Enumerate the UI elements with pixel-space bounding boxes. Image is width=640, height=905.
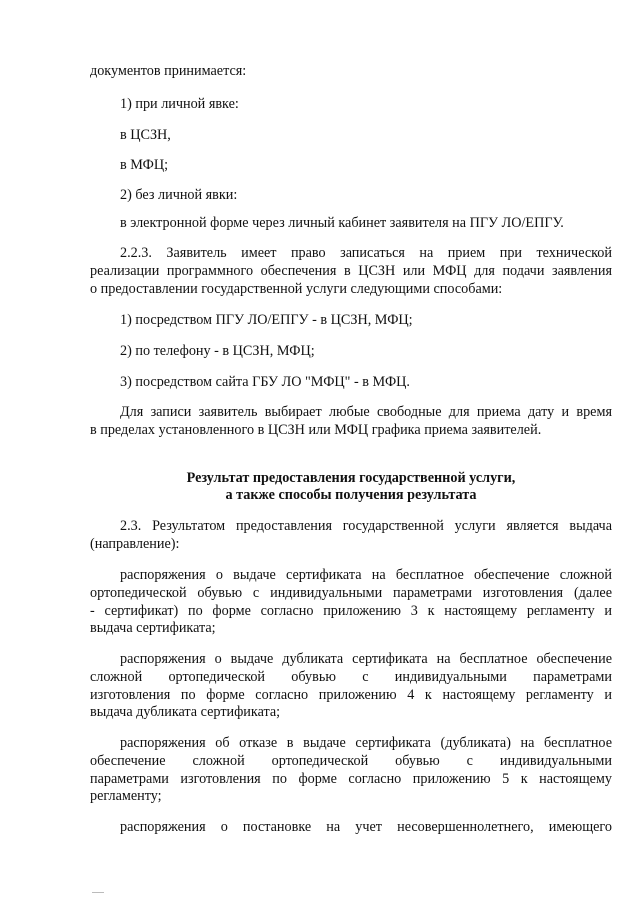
result-3-line: регламенту; bbox=[90, 788, 162, 804]
way-portal: 1) посредством ПГУ ЛО/ЕПГУ - в ЦСЗН, МФЦ; bbox=[120, 312, 413, 328]
appointment-line: Для записи заявитель выбирает любые свободные для приема дату и время bbox=[120, 404, 612, 420]
result-2-line: сложной ортопедической обувью с индивидуальными параметрами bbox=[90, 669, 612, 685]
result-1-line: ортопедической обувью с индивидуальными параметрами изготовления (далее bbox=[90, 585, 612, 601]
result-1-line: распоряжения о выдаче сертификата на бесплатное обеспечение сложной bbox=[120, 567, 612, 583]
section-heading: Результат предоставления государственной услуги, bbox=[186, 470, 516, 486]
item-in-person: 1) при личной явке: bbox=[120, 96, 239, 112]
result-3-line: обеспечение сложной ортопедической обувью с индивидуальными bbox=[90, 753, 612, 769]
para-223-line: о предоставлении государственной услуги следующими способами: bbox=[90, 281, 503, 297]
result-2-line: изготовления по форме согласно приложению 4 к настоящему регламенту и bbox=[90, 687, 612, 703]
result-4-line: распоряжения о постановке на учет несовершеннолетнего, имеющего bbox=[120, 819, 612, 835]
result-2-line: выдача дубликата сертификата; bbox=[90, 704, 281, 720]
para-223-line: реализации программного обеспечения в ЦСЗН или МФЦ для подачи заявления bbox=[90, 263, 612, 279]
result-1-line: - сертификат) по форме согласно приложению 3 к настоящему регламенту и bbox=[90, 603, 612, 619]
para-23-line: 2.3. Результатом предоставления государственной услуги является выдача bbox=[120, 518, 612, 534]
scan-mark bbox=[92, 892, 104, 899]
result-1-line: выдача сертификата; bbox=[90, 620, 216, 636]
item-remote: 2) без личной явки: bbox=[120, 187, 238, 203]
way-mfc-site: 3) посредством сайта ГБУ ЛО "МФЦ" - в МФЦ. bbox=[120, 374, 410, 390]
way-phone: 2) по телефону - в ЦСЗН, МФЦ; bbox=[120, 343, 315, 359]
appointment-line: в пределах установленного в ЦСЗН или МФЦ графика приема заявителей. bbox=[90, 422, 542, 438]
para-23-line: (направление): bbox=[90, 536, 180, 552]
result-2-line: распоряжения о выдаче дубликата сертификата на бесплатное обеспечение bbox=[120, 651, 612, 667]
result-3-line: распоряжения об отказе в выдаче сертификата (дубликата) на бесплатное bbox=[120, 735, 612, 751]
item-electronic: в электронной форме через личный кабинет заявителя на ПГУ ЛО/ЕПГУ. bbox=[120, 215, 564, 231]
intro-line: документов принимается: bbox=[90, 63, 247, 79]
item-mfc: в МФЦ; bbox=[120, 157, 169, 173]
section-heading: а также способы получения результата bbox=[225, 487, 477, 503]
result-3-line: параметрами изготовления по форме согласно приложению 5 к настоящему bbox=[90, 771, 612, 787]
para-223-line: 2.2.3. Заявитель имеет право записаться на прием при технической bbox=[120, 245, 612, 261]
item-cszn: в ЦСЗН, bbox=[120, 127, 171, 143]
